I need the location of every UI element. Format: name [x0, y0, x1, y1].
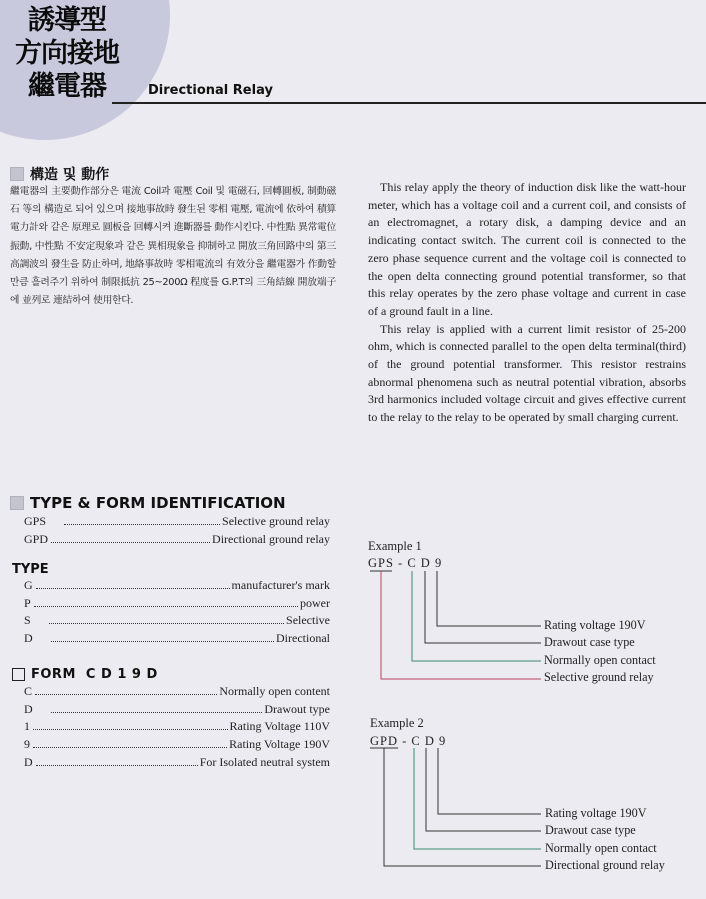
- page-title-english: Directional Relay: [148, 83, 273, 98]
- example-1-item: Selective ground relay: [544, 670, 654, 684]
- type-row: S Selective: [24, 613, 330, 627]
- form-heading-text: FORM C D 1 9 D: [31, 667, 158, 682]
- type-row: P power: [24, 596, 330, 610]
- example-2-item: Rating voltage 190V: [545, 806, 647, 820]
- english-paragraph-2: This relay is applied with a current limit resistor of 25-200 ohm, which is connected parallel to the open delta terminal(third) of the ground potential transformer. This resistor restrains abnormal phenomena such as neutral potential vibration, absorbs 3rd harmonics included voltage circuit and gives effective current to the relay to the relay to be operated by small charging current.: [368, 321, 686, 425]
- title-line-1: 誘導型: [28, 5, 106, 36]
- structure-heading-text: 構造 및 動作: [30, 167, 110, 183]
- ex1-line-model-down: [381, 571, 541, 679]
- ex1-line-drawout: [425, 571, 541, 643]
- example-1-item: Drawout case type: [544, 635, 635, 649]
- example-2-item: Normally open contact: [545, 841, 657, 855]
- ex1-line-contact: [412, 571, 541, 661]
- form-row: D For Isolated neutral system: [24, 755, 330, 769]
- ex2-line-rating: [438, 748, 541, 814]
- type-row: G manufacturer's mark: [24, 578, 330, 592]
- model-row: GPS Selective ground relay: [24, 514, 330, 528]
- form-row: 1 Rating Voltage 110V: [24, 719, 330, 733]
- ex2-line-drawout: [426, 748, 541, 831]
- ex2-line-model-down: [384, 748, 541, 866]
- form-row: 9 Rating Voltage 190V: [24, 737, 330, 751]
- example-1-item: Rating voltage 190V: [544, 618, 646, 632]
- model-row: GPD Directional ground relay: [24, 532, 330, 546]
- example-2-item: Directional ground relay: [545, 858, 665, 872]
- korean-description: 繼電器의 主要動作部分은 電流 Coil과 電壓 Coil 및 電磁石, 回轉圓板, 制動磁石 等의 構造로 되어 있으며 接地事故時 發生된 零相 電壓, 電流에 依하여 積算電力計와 같은 原理로 圓板을 回轉시켜 進斷器를 動作시킨다. 中性點 異常電位振動, 中性點 不安定現象과 같은 異相現象을 抑制하고 開放三角回路中의 第三高調波의 發生을 防止하며, 地絡事故時 零相電流의 有效分을 繼電器가 作動할 만큼 흘려주기 위하여 制限抵抗 25~200Ω 程度를 G.P.T의 三角結線 開放端子에 並列로 連結하여 使用한다.: [10, 186, 336, 307]
- example-2-label: Example 2: [370, 716, 424, 730]
- form-row: C Normally open content: [24, 684, 330, 698]
- example-2-item: Drawout case type: [545, 823, 636, 837]
- example-2-code: GPD - C D 9: [370, 734, 447, 748]
- english-paragraph-1: This relay apply the theory of induction disk like the watt-hour meter, which has a voltage coil and a current coil, and consists of an electromagnet, a rotary disk, a damping device and an indicating contact switch. The current coil is connected to the zero phase sequence current and the voltage coil is connected to the open delta connecting ground potential transformer, so that this relay operates by the zero phase voltage and current in case of a ground fault in a line.: [368, 180, 686, 318]
- example-1-code: GPS - C D 9: [368, 556, 443, 570]
- title-line-3: 繼電器: [28, 71, 106, 102]
- example-1-item: Normally open contact: [544, 653, 656, 667]
- type-heading: TYPE: [12, 562, 49, 577]
- ex2-line-contact: [414, 748, 541, 849]
- title-line-2: 方向接地: [15, 38, 119, 69]
- form-row: D Drawout type: [24, 702, 330, 716]
- type-form-heading-text: TYPE & FORM IDENTIFICATION: [30, 494, 286, 512]
- ex1-line-rating: [437, 571, 541, 626]
- example-1-label: Example 1: [368, 539, 422, 553]
- type-row: D Directional: [24, 631, 330, 645]
